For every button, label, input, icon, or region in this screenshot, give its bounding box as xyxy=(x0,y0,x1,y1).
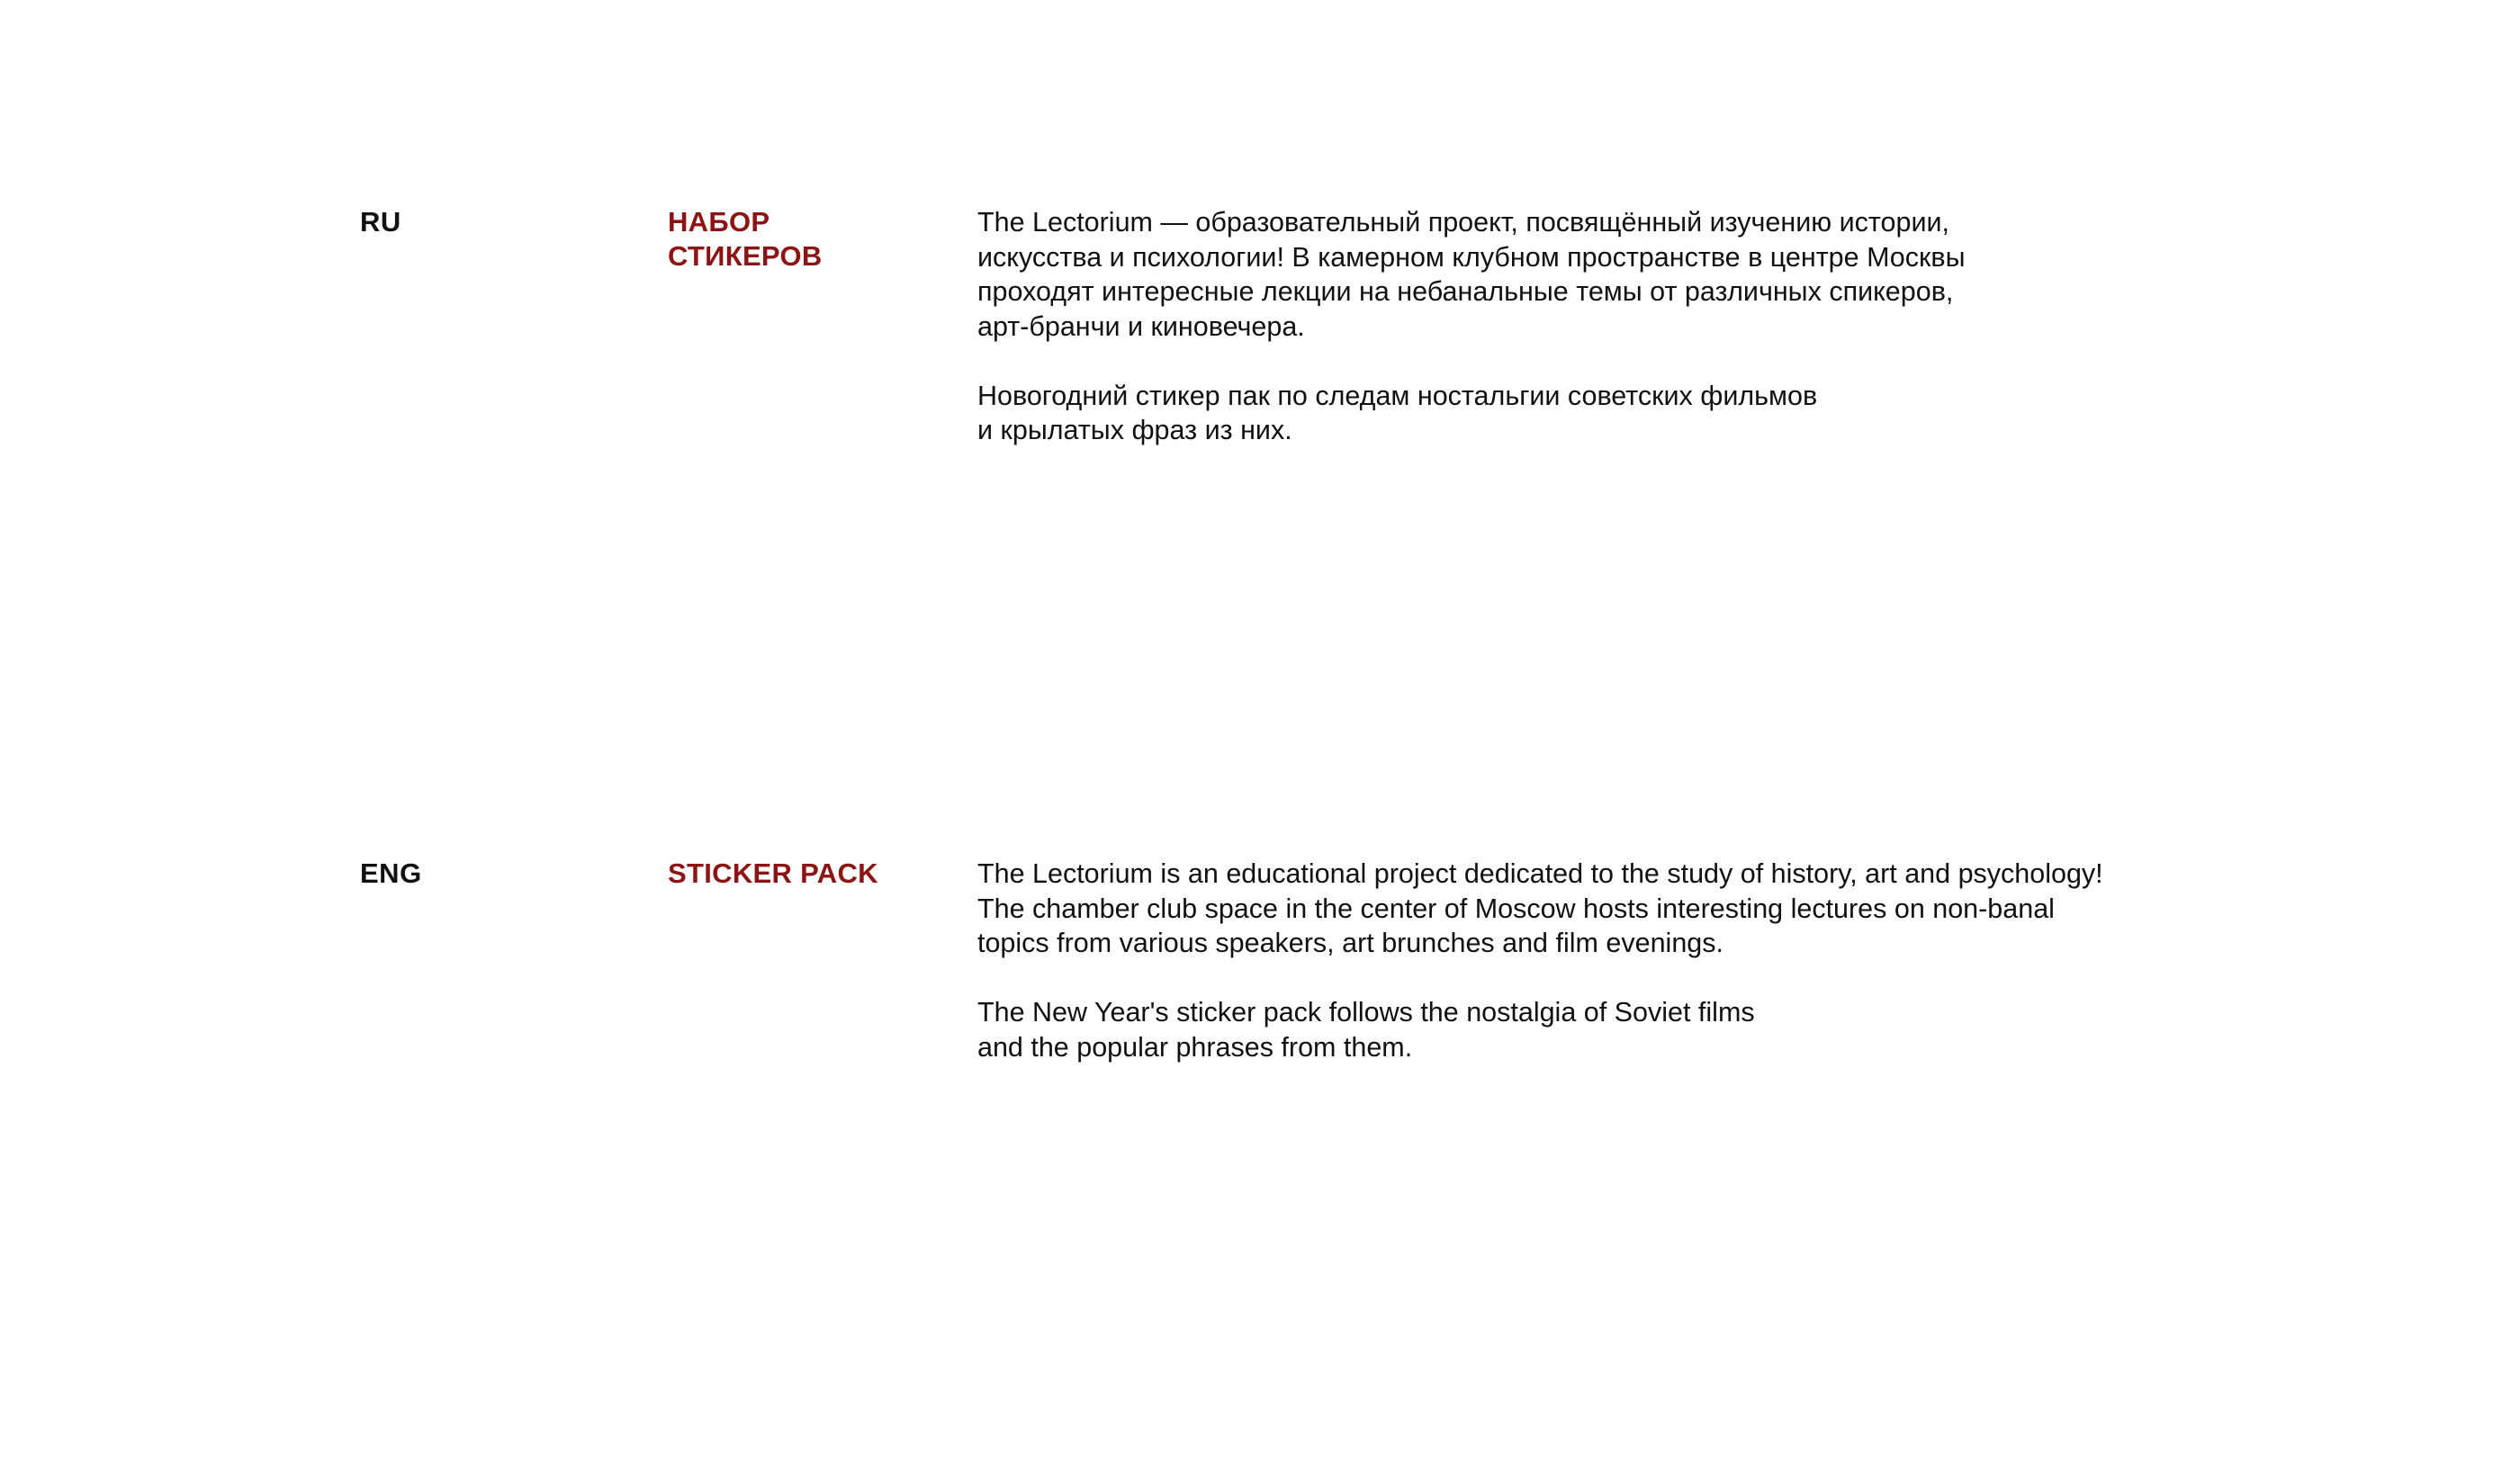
text-line: и крылатых фраз из них. xyxy=(977,415,1292,445)
description xyxy=(977,857,2237,1099)
text-line: проходят интересные лекции на небанальные темы от различных спикеров, xyxy=(977,276,1954,307)
section-title xyxy=(668,205,956,274)
text-line: The Lectorium is an educational project dedicated to the study of history, art and psychology! xyxy=(977,858,2103,889)
paragraph xyxy=(977,857,2237,961)
paragraph xyxy=(977,379,2237,448)
text-line: topics from various speakers, art brunches and film evenings. xyxy=(977,928,1724,958)
section-title xyxy=(668,857,956,891)
text-line: The Lectorium — образовательный проект, посвящённый изучению истории, xyxy=(977,207,1950,238)
text-line: искусства и психологии! В камерном клубном пространстве в центре Москвы xyxy=(977,241,1966,273)
paragraph xyxy=(977,205,2237,344)
text-line: and the popular phrases from them. xyxy=(977,1031,1413,1063)
text-line: арт-бранчи и киновечера. xyxy=(977,310,1305,342)
title-line: СТИКЕРОВ xyxy=(668,240,823,272)
language-label: ENG xyxy=(360,857,422,889)
text-line: The New Year's sticker pack follows the nostalgia of Soviet films xyxy=(977,997,1755,1028)
description xyxy=(977,205,2237,482)
text-line: Новогодний стикер пак по следам ностальгии советских фильмов xyxy=(977,380,1818,411)
title-line: НАБОР xyxy=(668,206,770,238)
language-label: RU xyxy=(360,206,401,238)
paragraph xyxy=(977,995,2237,1064)
text-line: The chamber club space in the center of Moscow hosts interesting lectures on non-banal xyxy=(977,893,2055,924)
title-line: STICKER PACK xyxy=(668,857,878,889)
